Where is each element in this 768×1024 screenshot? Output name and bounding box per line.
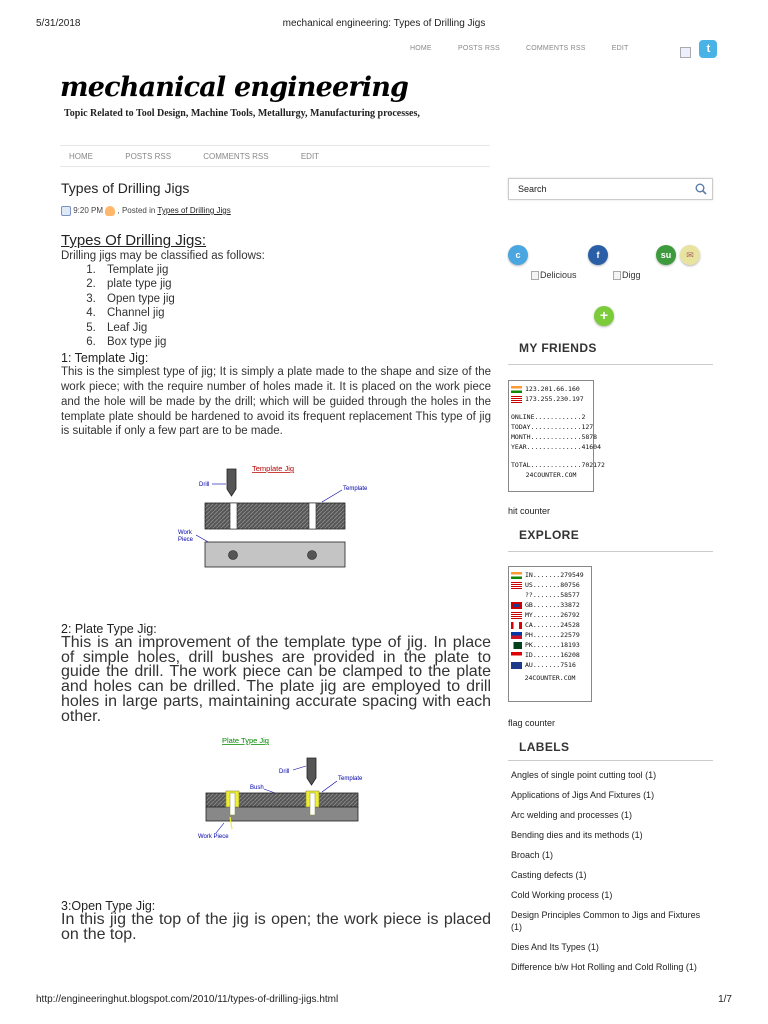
nav-posts-rss[interactable]: POSTS RSS	[125, 152, 172, 161]
unknown-flag-icon	[511, 592, 522, 599]
gb-flag-icon	[511, 602, 522, 609]
work-piece	[206, 807, 358, 821]
nav-comments-rss[interactable]: COMMENTS RSS	[203, 152, 269, 161]
delicious-link[interactable]	[531, 270, 577, 280]
label-link[interactable]: Casting defects (1)	[511, 870, 587, 880]
counter-row: 123.201.66.160	[511, 384, 591, 394]
section2-heading: 2: Plate Type Jig:	[61, 622, 157, 636]
site-tagline: Topic Related to Tool Design, Machine Tools, Metallurgy, Manufacturing processes,	[64, 108, 420, 119]
post	[61, 180, 491, 439]
work-piece	[205, 542, 345, 567]
sidebar	[508, 178, 713, 973]
post-title[interactable]: Types of Drilling Jigs	[61, 180, 190, 196]
counter-row: YEAR..............41604	[511, 443, 602, 451]
ph-flag-icon	[511, 632, 522, 639]
india-flag-icon	[511, 386, 522, 393]
site-title[interactable]: mechanical engineering	[60, 72, 409, 103]
print-doc-title: mechanical engineering: Types of Drilling Jigs	[282, 18, 486, 29]
nav-home[interactable]: HOME	[69, 152, 93, 161]
flag-counter-link[interactable]: flag counter	[508, 718, 556, 728]
my-friends-title: MY FRIENDS	[508, 341, 713, 365]
section3-heading: 3:Open Type Jig:	[61, 899, 156, 913]
jig-type-list	[99, 263, 491, 349]
label-link[interactable]: Dies And Its Types (1)	[511, 942, 599, 952]
fig2-bush-label: Bush	[250, 785, 264, 791]
post-meta	[61, 205, 491, 219]
section2	[61, 620, 491, 724]
top-nav-comments-rss[interactable]: COMMENTS RSS	[526, 45, 586, 52]
print-page-number: 1/7	[718, 994, 732, 1005]
fig2-template-label: Template	[338, 776, 363, 782]
technorati-icon[interactable]: c	[508, 245, 528, 265]
top-nav	[410, 45, 652, 52]
drill-bit	[227, 469, 236, 496]
user-icon	[105, 206, 115, 216]
digg-label: Digg	[622, 270, 641, 280]
calendar-icon	[61, 206, 71, 216]
social-bookmarks	[508, 210, 713, 323]
section2-text: This is an improvement of the template type of jig. In place of simple holes, drill bushes are provided in the plate to guide the drill. The work piece can be clamped to the plate and holes can be drilled. The plate jig are employed to drill holes in large parts, maintaining accurate spacing with each other.	[61, 634, 491, 725]
fig1-piece-label: Piece	[178, 537, 194, 543]
flag-counter-widget[interactable]	[508, 566, 592, 702]
add-more-icon[interactable]: +	[594, 306, 614, 326]
section1-heading: 1: Template Jig:	[61, 351, 149, 366]
template-plate	[205, 503, 345, 529]
broken-image-icon	[613, 271, 621, 280]
post-time: 9:20 PM	[73, 206, 104, 215]
top-nav-posts-rss[interactable]: POSTS RSS	[457, 45, 500, 52]
hit-counter-link[interactable]: hit counter	[508, 506, 551, 516]
counter-footer: 24COUNTER.COM	[525, 471, 577, 479]
list-item: 6. Box type jig	[99, 335, 491, 349]
my-flag-icon	[511, 612, 522, 619]
section3	[61, 897, 491, 942]
us-flag-icon	[511, 582, 522, 589]
print-footer	[36, 994, 732, 1008]
label-link[interactable]: Broach (1)	[511, 850, 554, 860]
fig2-drill-label: Drill	[279, 769, 290, 775]
id-flag-icon	[511, 652, 522, 659]
label-link[interactable]: Cold Working process (1)	[511, 890, 613, 900]
labels-list	[508, 769, 713, 973]
label-link[interactable]: Design Principles Common to Jigs and Fixtures (1)	[511, 910, 701, 932]
facebook-share-icon[interactable]: f	[588, 245, 608, 265]
email-share-icon[interactable]: ✉	[680, 245, 700, 265]
plate-type-jig-diagram	[198, 733, 376, 848]
posted-in-label: , Posted in	[117, 206, 156, 215]
counter-row: MONTH.............5878	[511, 433, 598, 441]
counter-row: GB.......33872	[511, 600, 589, 610]
print-date: 5/31/2018	[36, 18, 81, 29]
list-item: 2. plate type jig	[99, 277, 491, 291]
top-nav-home[interactable]: HOME	[410, 45, 432, 52]
list-item: 1. Template jig	[99, 263, 491, 277]
counter-row: PH.......22579	[511, 630, 589, 640]
counter-row: US.......80756	[511, 580, 589, 590]
fig1-work-label: Work	[178, 530, 192, 536]
print-url: http://engineeringhut.blogspot.com/2010/11/types-of-drilling-jigs.html	[36, 994, 339, 1005]
print-header	[36, 18, 732, 32]
pk-flag-icon	[511, 642, 522, 649]
broken-image-icon[interactable]	[680, 47, 691, 58]
list-item: 3. Open type jig	[99, 292, 491, 306]
counter-row: IN.......279549	[511, 570, 589, 580]
us-flag-icon	[511, 396, 522, 403]
list-item: 4. Channel jig	[99, 306, 491, 320]
digg-link[interactable]	[613, 270, 641, 280]
label-link[interactable]: Bending dies and its methods (1)	[511, 830, 643, 840]
au-flag-icon	[511, 662, 522, 669]
search-placeholder: Search	[518, 184, 547, 194]
template-jig-diagram	[170, 459, 380, 579]
nav-edit[interactable]: EDIT	[300, 152, 320, 161]
label-link[interactable]: Angles of single point cutting tool (1)	[511, 770, 657, 780]
search-icon[interactable]	[695, 183, 707, 195]
india-flag-icon	[511, 572, 522, 579]
broken-image-icon	[531, 271, 539, 280]
explore-title: EXPLORE	[508, 528, 713, 552]
fig1-drill-label: Drill	[199, 482, 210, 488]
label-link[interactable]: Applications of Jigs And Fixtures (1)	[511, 790, 655, 800]
intro-text: Drilling jigs may be classified as follows:	[61, 250, 265, 262]
counter-row: 173.255.230.197	[511, 394, 591, 404]
body-heading: Types Of Drilling Jigs:	[61, 232, 207, 249]
fig1-template-label: Template	[343, 486, 368, 492]
fig1-title: Template Jig	[252, 464, 295, 473]
counter-row: ??.......58577	[511, 590, 589, 600]
delicious-label: Delicious	[540, 270, 577, 280]
label-link[interactable]: Difference b/w Hot Rolling and Cold Rolling (1)	[511, 962, 697, 972]
counter-row: MY.......26792	[511, 610, 589, 620]
counter-row: ONLINE............2	[511, 413, 586, 421]
counter-row: CA.......24528	[511, 620, 589, 630]
top-icons	[680, 40, 717, 58]
post-body	[61, 233, 491, 439]
ca-flag-icon	[511, 622, 522, 629]
counter-row: TOTAL.............702172	[511, 461, 605, 469]
labels-title: LABELS	[508, 740, 713, 761]
counter-row: ID.......16208	[511, 650, 589, 660]
counter-row: AU.......7516	[511, 660, 589, 670]
hit-counter-widget[interactable]	[508, 380, 605, 492]
list-item: 5. Leaf Jig	[99, 321, 491, 335]
post-category-link[interactable]: Types of Drilling Jigs	[157, 206, 231, 215]
counter-row: PK.......18193	[511, 640, 589, 650]
main-nav	[60, 145, 490, 167]
fig2-work-label: Work Piece	[198, 834, 229, 840]
drill-bit	[307, 758, 316, 785]
label-link[interactable]: Arc welding and processes (1)	[511, 810, 633, 820]
section1-text: This is the simplest type of jig; It is simply a plate made to the shape and size of the work piece; with the require number of holes made it. It is placed on the work piece and the hole will be made by the drill; which will be guided through the holes in the template plate should be hardened to avoid its frequent replacement This type of jig is suitable if only a few part are to be made.	[61, 366, 491, 438]
top-nav-edit[interactable]: EDIT	[611, 45, 629, 52]
search-input[interactable]	[508, 178, 713, 200]
twitter-icon[interactable]: t	[699, 40, 717, 58]
section3-text: In this jig the top of the jig is open; the work piece is placed on the top.	[61, 911, 491, 943]
fig2-title: Plate Type Jig	[222, 736, 269, 745]
counter-footer: 24COUNTER.COM	[524, 674, 576, 682]
counter-row: TODAY.............127	[511, 423, 594, 431]
stumbleupon-icon[interactable]: su	[656, 245, 676, 265]
